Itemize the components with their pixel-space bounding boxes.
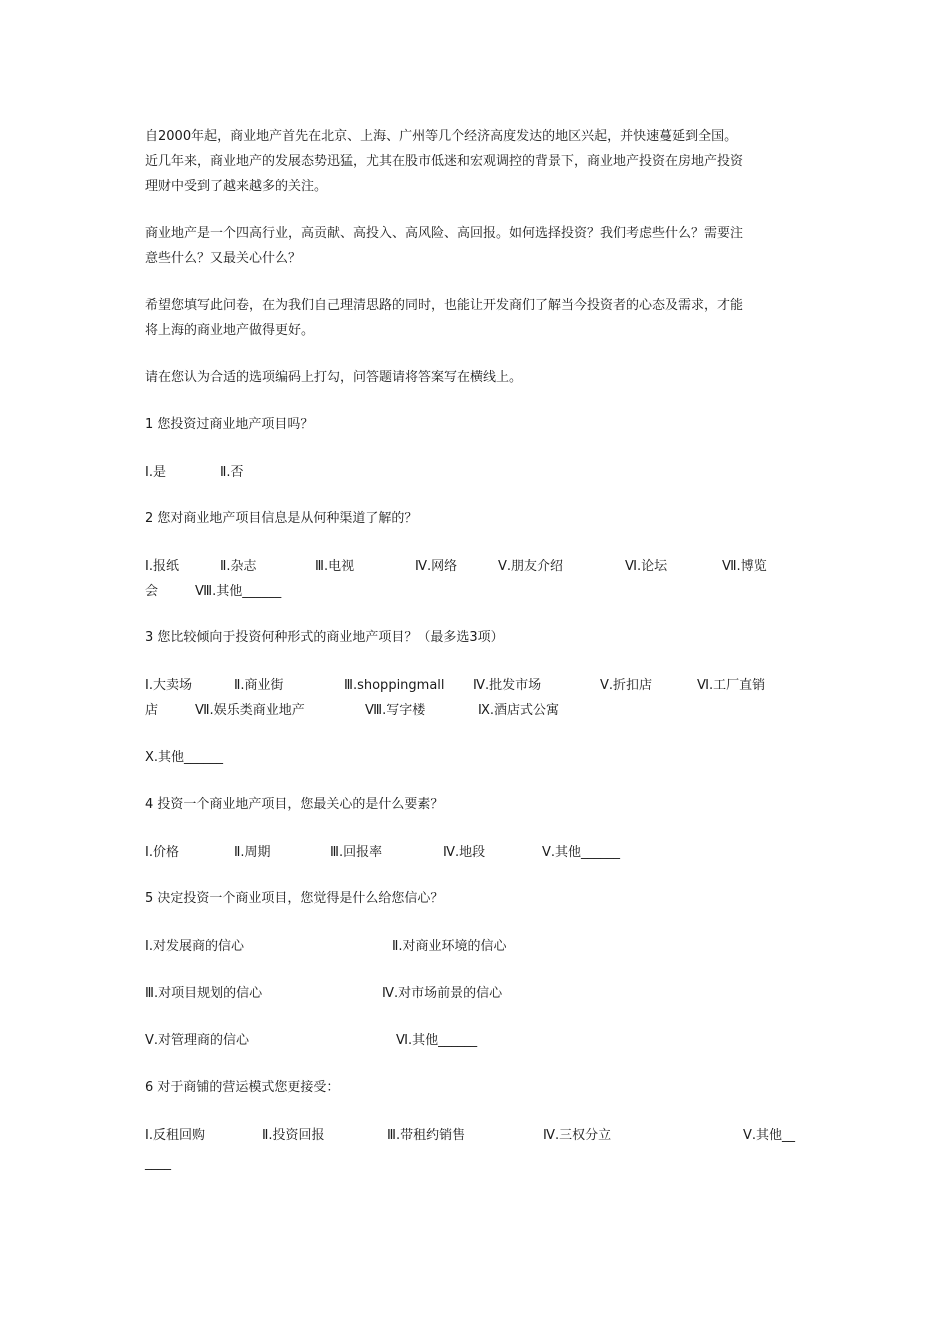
q3-option-10[interactable]: Ⅹ.其他______ — [145, 750, 224, 765]
question-1: 1 您投资过商业地产项目吗？ — [145, 417, 314, 432]
q3-option-6-wrap: 店 — [145, 703, 159, 718]
q4-option-4[interactable]: Ⅳ.地段 — [443, 845, 486, 860]
q1-option-2[interactable]: Ⅱ.否 — [220, 465, 244, 480]
q2-option-5[interactable]: Ⅴ.朋友介绍 — [498, 559, 564, 574]
intro-p3-line-2: 将上海的商业地产做得更好。 — [145, 323, 315, 338]
instruction-text: 请在您认为合适的选项编码上打勾，问答题请将答案写在横线上。 — [145, 370, 523, 385]
q6-option-5[interactable]: Ⅴ.其他__ — [743, 1128, 796, 1143]
question-5: 5 决定投资一个商业项目，您觉得是什么给您信心？ — [145, 891, 444, 906]
q6-option-1[interactable]: Ⅰ.反租回购 — [145, 1128, 205, 1143]
q2-option-7-wrap: 会 — [145, 584, 159, 599]
q3-option-7[interactable]: Ⅶ.娱乐类商业地产 — [195, 703, 305, 718]
intro-p2-line-1: 商业地产是一个四高行业，高贡献、高投入、高风险、高回报。如何选择投资？我们考虑些什么？需要注 — [145, 226, 744, 241]
q2-option-6[interactable]: Ⅵ.论坛 — [625, 559, 668, 574]
q3-option-1[interactable]: Ⅰ.大卖场 — [145, 678, 192, 693]
q5-option-1[interactable]: Ⅰ.对发展商的信心 — [145, 939, 244, 954]
q3-option-9[interactable]: Ⅸ.酒店式公寓 — [478, 703, 560, 718]
q3-option-5[interactable]: Ⅴ.折扣店 — [600, 678, 653, 693]
q2-option-4[interactable]: Ⅳ.网络 — [415, 559, 458, 574]
intro-p3-line-1: 希望您填写此问卷，在为我们自己理清思路的同时，也能让开发商们了解当今投资者的心态及需求，才能 — [145, 298, 744, 313]
q2-option-8[interactable]: Ⅷ.其他______ — [195, 584, 282, 599]
q6-option-2[interactable]: Ⅱ.投资回报 — [262, 1128, 325, 1143]
q4-option-5[interactable]: Ⅴ.其他______ — [542, 845, 621, 860]
intro-p1-line-2: 近几年来，商业地产的发展态势迅猛，尤其在股市低迷和宏观调控的背景下，商业地产投资在房地产投资 — [145, 154, 744, 169]
intro-p1-line-3: 理财中受到了越来越多的关注。 — [145, 179, 328, 194]
q3-option-6[interactable]: Ⅵ.工厂直销 — [697, 678, 766, 693]
q6-option-5-wrap: ____ — [145, 1156, 171, 1171]
q1-option-1[interactable]: Ⅰ.是 — [145, 465, 166, 480]
q5-option-3[interactable]: Ⅲ.对项目规划的信心 — [145, 986, 263, 1001]
q3-option-2[interactable]: Ⅱ.商业街 — [234, 678, 284, 693]
q4-option-2[interactable]: Ⅱ.周期 — [234, 845, 271, 860]
q3-option-4[interactable]: Ⅳ.批发市场 — [473, 678, 542, 693]
q6-option-4[interactable]: Ⅳ.三权分立 — [543, 1128, 612, 1143]
q4-option-3[interactable]: Ⅲ.回报率 — [330, 845, 383, 860]
question-6: 6 对于商铺的营运模式您更接受： — [145, 1080, 340, 1095]
q6-option-3[interactable]: Ⅲ.带租约销售 — [387, 1128, 466, 1143]
q2-option-3[interactable]: Ⅲ.电视 — [315, 559, 355, 574]
q3-option-3[interactable]: Ⅲ.shoppingmall — [344, 678, 445, 693]
q5-option-5[interactable]: Ⅴ.对管理商的信心 — [145, 1033, 250, 1048]
q2-option-1[interactable]: Ⅰ.报纸 — [145, 559, 179, 574]
q5-option-2[interactable]: Ⅱ.对商业环境的信心 — [392, 939, 507, 954]
q2-option-2[interactable]: Ⅱ.杂志 — [220, 559, 257, 574]
q2-option-7[interactable]: Ⅶ.博览 — [722, 559, 767, 574]
q5-option-4[interactable]: Ⅳ.对市场前景的信心 — [382, 986, 503, 1001]
intro-p1-line-1: 自2000年起，商业地产首先在北京、上海、广州等几个经济高度发达的地区兴起，并快速蔓延到全国。 — [145, 129, 738, 144]
question-4: 4 投资一个商业地产项目，您最关心的是什么要素？ — [145, 797, 444, 812]
question-2: 2 您对商业地产项目信息是从何种渠道了解的？ — [145, 511, 418, 526]
q5-option-6[interactable]: Ⅵ.其他______ — [396, 1033, 478, 1048]
q4-option-1[interactable]: Ⅰ.价格 — [145, 845, 179, 860]
question-3: 3 您比较倾向于投资何种形式的商业地产项目？（最多选3项） — [145, 630, 504, 645]
q3-option-8[interactable]: Ⅷ.写字楼 — [365, 703, 426, 718]
intro-p2-line-2: 意些什么？又最关心什么？ — [145, 251, 302, 266]
